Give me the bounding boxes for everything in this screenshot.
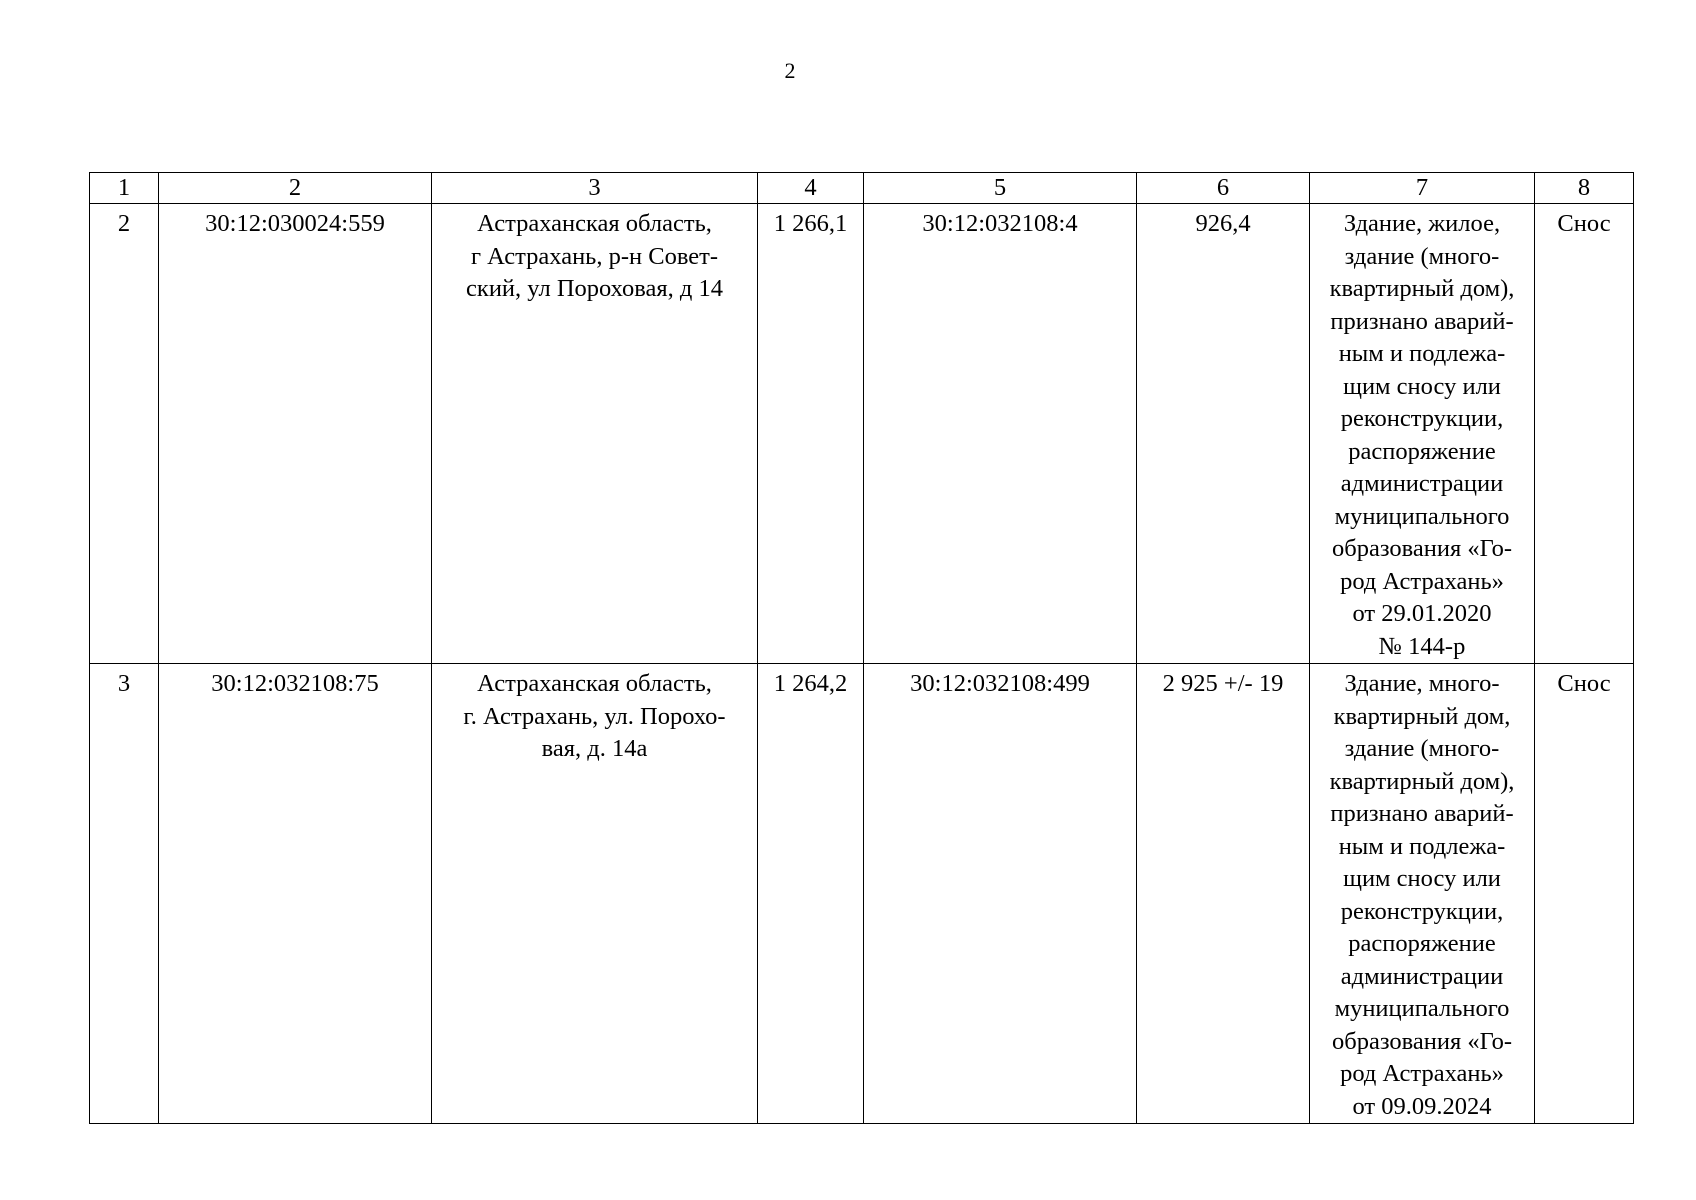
cadastral-number-cell: 30:12:032108:75 xyxy=(159,664,432,1124)
page-number: 2 xyxy=(784,58,796,83)
column-number-header: 1 xyxy=(90,173,159,204)
cadastral-number-cell: 30:12:030024:559 xyxy=(159,204,432,664)
column-number-header: 2 xyxy=(159,173,432,204)
column-number-header: 5 xyxy=(864,173,1137,204)
land-area-cell: 926,4 xyxy=(1137,204,1310,664)
building-area-cell: 1 264,2 xyxy=(758,664,864,1124)
table-row xyxy=(90,204,1634,664)
building-area-cell: 1 266,1 xyxy=(758,204,864,664)
column-number-header: 7 xyxy=(1310,173,1535,204)
land-cadastral-number-cell: 30:12:032108:499 xyxy=(864,664,1137,1124)
row-number-cell: 2 xyxy=(90,204,159,664)
description-cell: Здание, много- квартирный дом, здание (много- квартирный дом), признано аварий- ным и подлежа- щим сносу или реконструкции, распоряжение администрации муниципального образования «Го- род Астрахань» от 09.09.2024 xyxy=(1310,664,1535,1124)
column-number-header: 3 xyxy=(432,173,758,204)
column-number-header: 8 xyxy=(1535,173,1634,204)
column-number-header: 4 xyxy=(758,173,864,204)
table-header-row xyxy=(90,173,1634,204)
action-cell: Снос xyxy=(1535,664,1634,1124)
address-cell: Астраханская область, г. Астрахань, ул. Порохо- вая, д. 14а xyxy=(432,664,758,1124)
table-row xyxy=(90,664,1634,1124)
land-area-cell: 2 925 +/- 19 xyxy=(1137,664,1310,1124)
data-table xyxy=(89,172,1634,1124)
column-number-header: 6 xyxy=(1137,173,1310,204)
address-cell: Астраханская область, г Астрахань, р-н Совет- ский, ул Пороховая, д 14 xyxy=(432,204,758,664)
land-cadastral-number-cell: 30:12:032108:4 xyxy=(864,204,1137,664)
description-cell: Здание, жилое, здание (много- квартирный дом), признано аварий- ным и подлежа- щим сносу или реконструкции, распоряжение администрации муниципального образования «Го- род Астрахань» от 29.01.2020 № 144-р xyxy=(1310,204,1535,664)
action-cell: Снос xyxy=(1535,204,1634,664)
row-number-cell: 3 xyxy=(90,664,159,1124)
